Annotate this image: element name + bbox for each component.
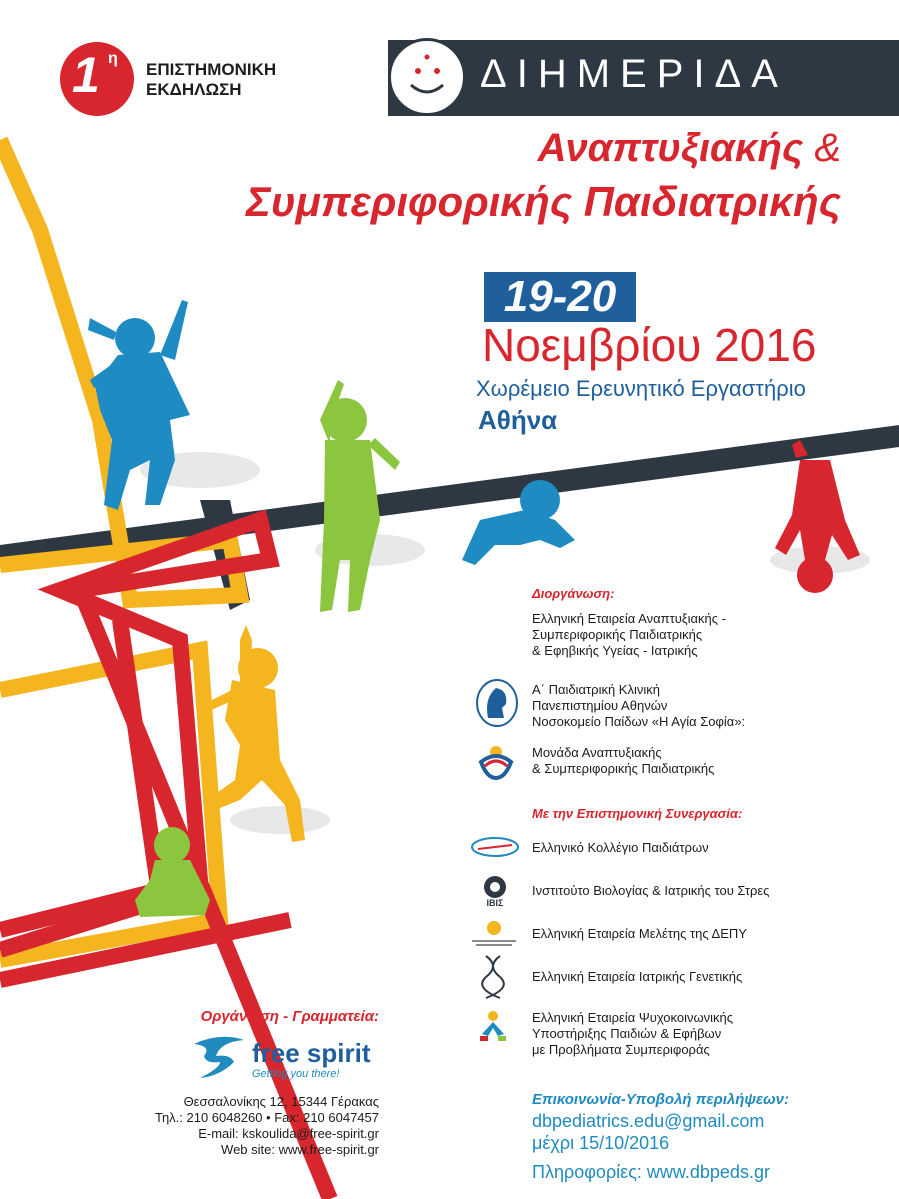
pediatricians-college-icon bbox=[470, 836, 520, 858]
organizer-line: & Συμπεριφορικής Παιδιατρικής bbox=[532, 761, 715, 776]
organizer-item bbox=[532, 745, 714, 777]
dna-helix-icon bbox=[478, 954, 508, 1000]
secretariat-website-link[interactable]: Web site: www.free-spirit.gr bbox=[221, 1142, 379, 1157]
adhd-society-icon bbox=[466, 918, 522, 948]
edition-label-line2: ΕΚΔΗΛΩΣΗ bbox=[146, 80, 242, 99]
secretariat-phone: Τηλ.: 210 6048260 • Fax: 210 6047457 bbox=[154, 1110, 379, 1125]
secretariat-tagline: Getting you there! bbox=[252, 1068, 340, 1080]
edition-badge bbox=[60, 42, 134, 116]
event-dates: 19-20 bbox=[484, 272, 636, 322]
ibis-logo-icon bbox=[478, 874, 512, 908]
collaborator-item: Ελληνική Εταιρεία Μελέτης της ΔΕΠΥ bbox=[532, 926, 747, 941]
event-title-line1-text: Αναπτυξιακής bbox=[537, 126, 804, 170]
event-title-line1 bbox=[538, 126, 841, 171]
event-title-ampersand: & bbox=[814, 126, 841, 170]
collaborator-item: Ελληνική Εταιρεία Ιατρικής Γενετικής bbox=[532, 969, 743, 984]
collaboration-heading: Με την Επιστημονική Συνεργασία: bbox=[532, 806, 743, 821]
collaborator-item: Ινστιτούτο Βιολογίας & Ιατρικής του Στρες bbox=[532, 883, 770, 898]
free-spirit-logo-icon bbox=[190, 1032, 250, 1082]
collaborator-item bbox=[532, 1010, 733, 1058]
edition-superscript: η bbox=[108, 50, 118, 67]
secretariat-email-link[interactable]: E-mail: kskoulida@free-spirit.gr bbox=[198, 1126, 379, 1141]
organizer-line: Πανεπιστημίου Αθηνών bbox=[532, 698, 668, 713]
event-title-line2: Συμπεριφορικής Παιδιατρικής bbox=[245, 178, 841, 225]
secretariat-brand: free spirit bbox=[252, 1038, 371, 1068]
collaborator-line: Ελληνική Εταιρεία Ψυχοκοινωνικής bbox=[532, 1010, 734, 1025]
event-venue: Χωρέμειο Ερευνητικό Εργαστήριο bbox=[476, 376, 806, 401]
contact-email-link[interactable]: dbpediatrics.edu@gmail.com bbox=[532, 1111, 765, 1131]
collaborator-item: Ελληνικό Κολλέγιο Παιδιάτρων bbox=[532, 840, 709, 855]
smiley-icon bbox=[388, 38, 466, 116]
edition-label bbox=[146, 60, 276, 100]
organizer-line: & Εφηβικής Υγείας - Ιατρικής bbox=[532, 643, 698, 658]
edition-label-line1: ΕΠΙΣΤΗΜΟΝΙΚΗ bbox=[146, 60, 277, 79]
event-city: Αθήνα bbox=[478, 405, 558, 435]
organizer-item bbox=[532, 682, 745, 730]
page-title: ΔΙΗΜΕΡΙΔΑ bbox=[480, 52, 788, 96]
unit-logo-icon bbox=[475, 742, 517, 782]
collaborator-line: Υποστήριξης Παιδιών & Εφήβων bbox=[532, 1026, 722, 1041]
submission-deadline: μέχρι 15/10/2016 bbox=[532, 1133, 670, 1153]
organizers-heading: Διοργάνωση: bbox=[532, 586, 615, 601]
organizer-line: Μονάδα Αναπτυξιακής bbox=[532, 745, 662, 760]
organizer-line: Α΄ Παιδιατρική Κλινική bbox=[532, 682, 660, 697]
contact-heading: Επικοινωνία-Υποβολή περιλήψεων: bbox=[532, 1091, 789, 1108]
organizer-item bbox=[532, 611, 726, 659]
secretariat-address: Θεσσαλονίκης 12, 15344 Γέρακας bbox=[183, 1094, 379, 1109]
organizer-line: Συμπεριφορικής Παιδιατρικής bbox=[532, 627, 703, 642]
university-emblem-icon bbox=[474, 678, 520, 728]
organizer-line: Νοσοκομείο Παίδων «Η Αγία Σοφία»: bbox=[532, 714, 746, 729]
collaborator-line: με Προβλήματα Συμπεριφοράς bbox=[532, 1042, 710, 1057]
organizer-line: Ελληνική Εταιρεία Αναπτυξιακής - bbox=[532, 611, 726, 626]
event-month-year: Νοεμβρίου 2016 bbox=[482, 319, 817, 371]
info-website-link[interactable]: Πληροφορίες: www.dbpeds.gr bbox=[532, 1162, 770, 1182]
ibis-logo-text: IBIΣ bbox=[486, 898, 504, 908]
edition-number: 1 bbox=[72, 47, 100, 103]
secretariat-heading: Οργάνωση - Γραμματεία: bbox=[200, 1008, 379, 1025]
psychosocial-society-icon bbox=[476, 1008, 510, 1042]
